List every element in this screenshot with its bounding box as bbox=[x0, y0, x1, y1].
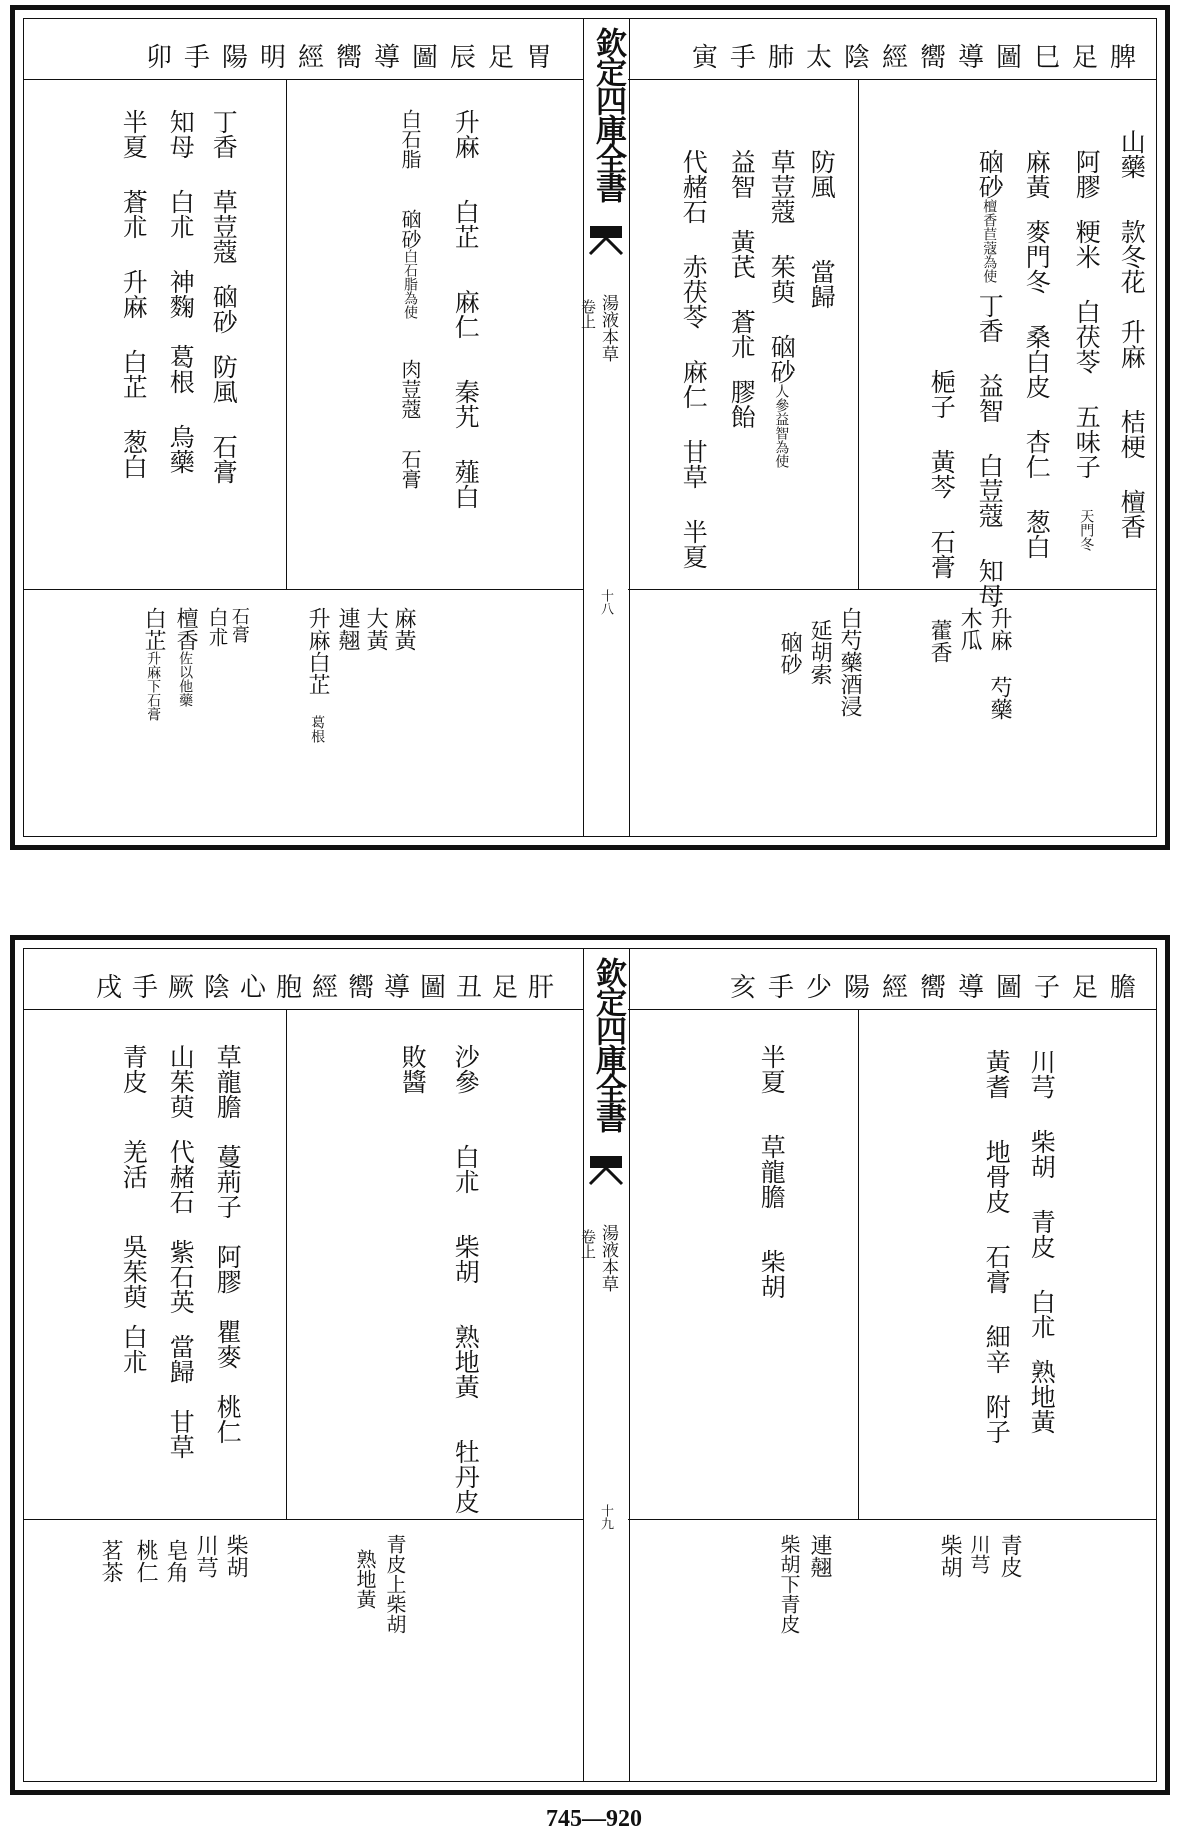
herb-column: 硇砂檀香苣蔻為使丁香益智白荳蔻知母 bbox=[975, 149, 1005, 608]
lower-herb: 硇砂 bbox=[777, 631, 803, 675]
herb-column: 敗醬 bbox=[398, 1044, 428, 1094]
herb-column: 升麻白芷麻仁秦艽薤白 bbox=[451, 109, 481, 509]
herb-column: 山茱萸代赭石紫石英當歸甘草 bbox=[166, 1044, 196, 1459]
herb-column: 草龍膽蔓荊子阿膠瞿麥桃仁 bbox=[213, 1044, 243, 1444]
fish-tail-mark bbox=[588, 1154, 624, 1190]
page-footer-number: 745—920 bbox=[546, 1806, 642, 1832]
herb-column: 白石脂硇砂白石脂為使肉荳蔻石膏 bbox=[398, 109, 422, 489]
herb-column: 梔子黃芩石膏 bbox=[927, 369, 957, 579]
lower-herb: 青皮上柴胡 bbox=[383, 1534, 407, 1634]
fish-tail-mark bbox=[588, 224, 624, 260]
lower-herb: 柴胡下青皮 bbox=[777, 1534, 801, 1634]
left-half bbox=[24, 949, 583, 1781]
lower-herb: 白芍藥酒浸 bbox=[837, 607, 863, 717]
page-number: 十九 bbox=[598, 1504, 613, 1530]
right-half bbox=[628, 949, 1156, 1781]
lower-herb: 延胡索 bbox=[807, 619, 833, 685]
herb-column: 黃耆地骨皮石膏細辛附子 bbox=[982, 1049, 1012, 1444]
page-bottom bbox=[10, 935, 1170, 1795]
herb-column: 半夏草龍膽柴胡 bbox=[757, 1044, 787, 1299]
page-frame bbox=[23, 18, 1157, 837]
lower-herb: 桃仁 bbox=[133, 1539, 159, 1583]
lower-herb: 石膏 bbox=[228, 607, 250, 643]
book-title: 欽定四庫全書 bbox=[590, 957, 626, 1131]
lower-herb: 木瓜 bbox=[957, 607, 983, 651]
herb-column: 知母白朮神麴葛根烏藥 bbox=[166, 109, 196, 474]
lower-herb: 連翹 bbox=[335, 607, 361, 651]
lower-herb: 白芷升麻下石膏 bbox=[141, 607, 167, 721]
lower-herb: 升麻芍藥 bbox=[987, 607, 1013, 720]
lower-herb: 茗茶 bbox=[98, 1539, 124, 1583]
book-title: 欽定四庫全書 bbox=[590, 27, 626, 201]
page-frame bbox=[23, 948, 1157, 1782]
herb-column: 防風當歸 bbox=[807, 149, 837, 309]
lower-herb: 熟地黃 bbox=[353, 1549, 377, 1609]
center-spine bbox=[579, 19, 630, 836]
lower-herb: 升麻白芷葛根 bbox=[305, 607, 331, 743]
lower-herb: 麻黃 bbox=[391, 607, 417, 651]
right-page-title: 寅手肺太陰經嚮導圖巳足脾 bbox=[691, 43, 1148, 73]
lower-herb: 青皮 bbox=[997, 1534, 1023, 1578]
page-number: 十八 bbox=[598, 589, 613, 615]
left-half bbox=[24, 19, 583, 836]
herb-column: 山藥款冬花升麻桔梗檀香 bbox=[1117, 129, 1147, 539]
page-top bbox=[10, 5, 1170, 850]
herb-column: 青皮羌活吳茱萸白朮 bbox=[119, 1044, 149, 1374]
herb-column: 川芎柴胡青皮白朮熟地黃 bbox=[1027, 1049, 1057, 1434]
lower-herb: 白朮 bbox=[205, 607, 229, 647]
lower-herb: 柴胡 bbox=[223, 1534, 249, 1578]
lower-herb: 連翹 bbox=[807, 1534, 833, 1578]
herb-column: 阿膠粳米白茯苓五味子天門冬 bbox=[1072, 149, 1102, 551]
herb-column: 麻黃麥門冬桑白皮杏仁葱白 bbox=[1022, 149, 1052, 559]
herb-column: 草荳蔻茱萸硇砂人參益智為使 bbox=[767, 149, 797, 468]
left-page-title: 卯手陽明經嚮導圖辰足胃 bbox=[145, 43, 564, 73]
volume-label: 卷上 bbox=[579, 299, 597, 329]
lower-herb: 川芎 bbox=[967, 1534, 991, 1574]
right-half bbox=[628, 19, 1156, 836]
lower-herb: 柴胡 bbox=[937, 1534, 963, 1578]
lower-herb: 大黃 bbox=[363, 607, 389, 651]
lower-herb: 藿香 bbox=[927, 619, 953, 663]
right-page-title: 亥手少陽經嚮導圖子足膽 bbox=[729, 973, 1148, 1003]
herb-column: 半夏蒼朮升麻白芷葱白 bbox=[119, 109, 149, 479]
section-title: 湯液本草 bbox=[598, 294, 618, 362]
center-spine bbox=[579, 949, 630, 1781]
left-page-title: 戌手厥陰心胞經嚮導圖丑足肝 bbox=[95, 973, 564, 1003]
section-title: 湯液本草 bbox=[598, 1224, 618, 1292]
herb-column: 益智黃芪蒼朮膠飴 bbox=[727, 149, 757, 429]
herb-column: 丁香草荳蔻硇砂防風石膏 bbox=[209, 109, 239, 484]
lower-herb: 川芎 bbox=[193, 1534, 219, 1578]
herb-column: 沙參白朮柴胡熟地黃牡丹皮 bbox=[451, 1044, 481, 1514]
lower-herb: 檀香佐以他藥 bbox=[173, 607, 199, 707]
herb-column: 代赭石赤茯苓麻仁甘草半夏 bbox=[679, 149, 709, 569]
lower-herb: 皂角 bbox=[163, 1539, 189, 1583]
volume-label: 卷上 bbox=[579, 1229, 597, 1259]
